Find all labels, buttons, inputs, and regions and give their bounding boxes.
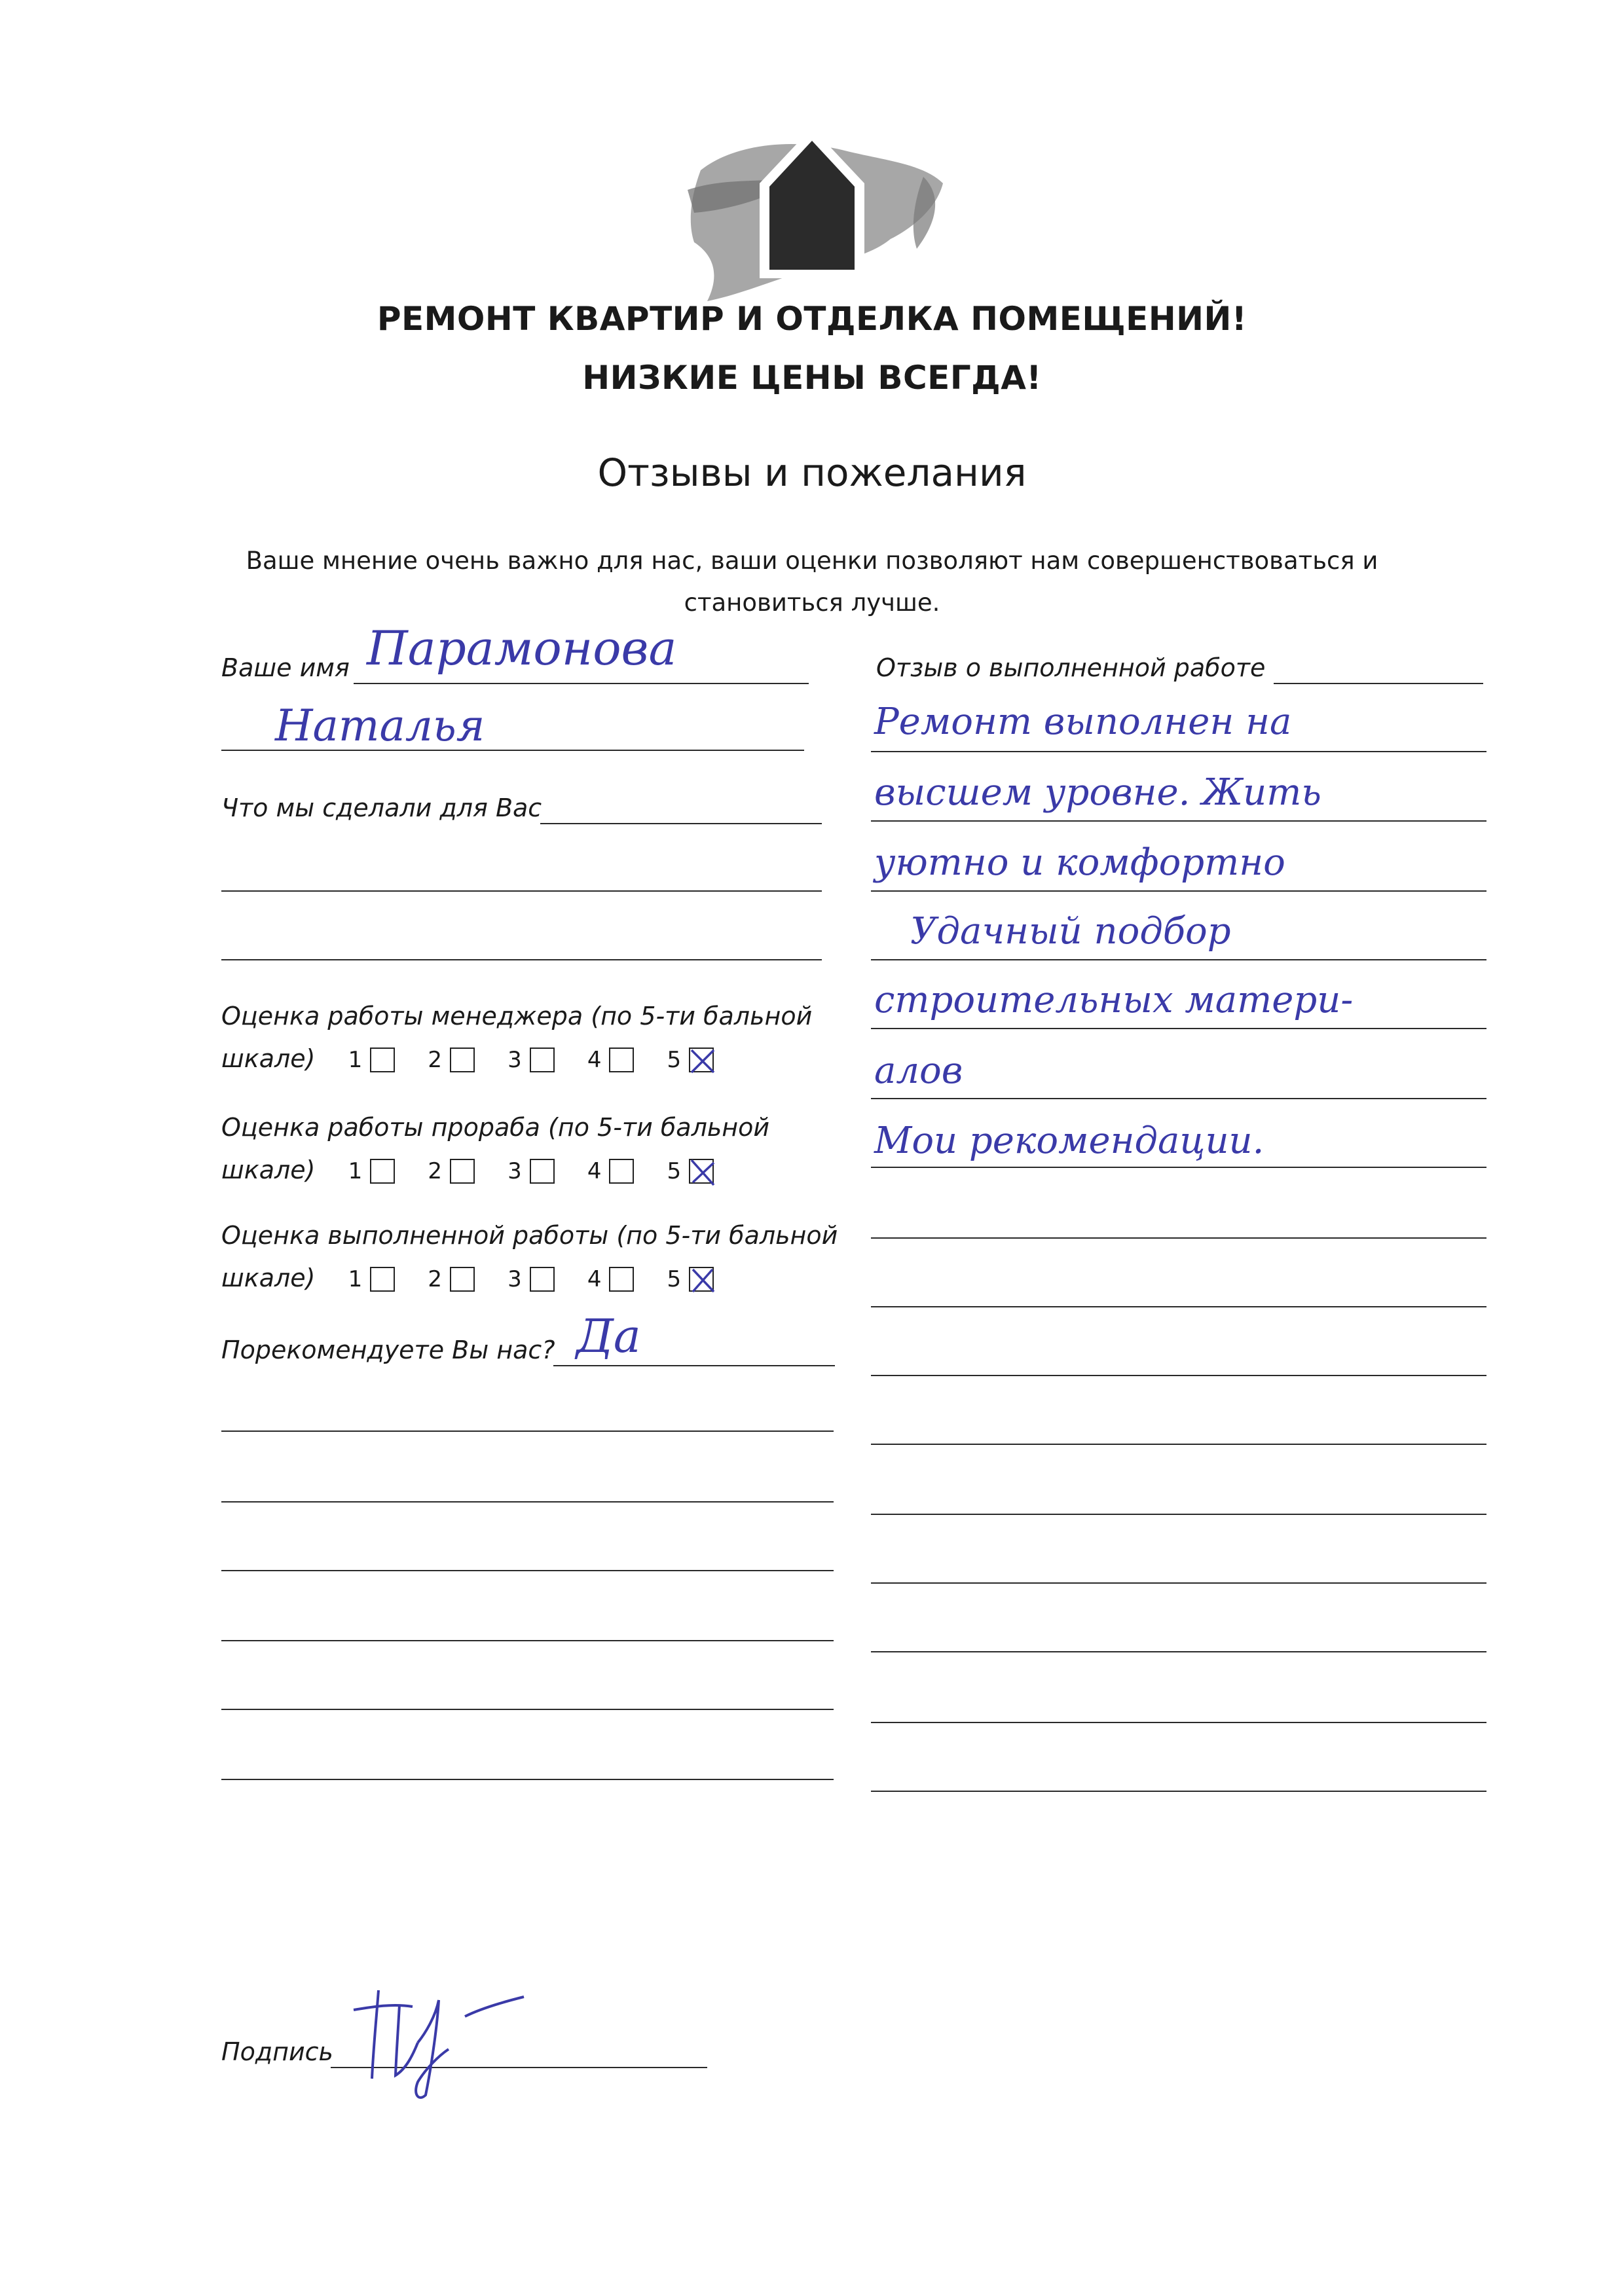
done-field-line-3[interactable] xyxy=(221,959,822,960)
manager-scale-label: шкале) xyxy=(221,1044,316,1073)
name-value-line-2: Наталья xyxy=(275,701,485,751)
name-value-line-1: Парамонова xyxy=(367,621,677,676)
done-field-line[interactable] xyxy=(540,823,822,824)
work-rating-row xyxy=(221,1264,714,1292)
work-checkbox-5-checked[interactable] xyxy=(689,1267,714,1292)
manager-checkbox-4[interactable] xyxy=(609,1048,634,1072)
done-label: Что мы сделали для Вас xyxy=(221,793,542,822)
review-line-1[interactable] xyxy=(871,751,1486,752)
intro-text xyxy=(0,540,1624,624)
option-3-label: 3 xyxy=(507,1047,522,1073)
comment-line-3[interactable] xyxy=(221,1570,834,1571)
work-checkbox-2[interactable] xyxy=(450,1267,475,1292)
foreman-rating-label: Оценка работы прораба (по 5-ти бальной xyxy=(221,1113,770,1142)
name-field-line[interactable] xyxy=(354,683,809,684)
option-3-label: 3 xyxy=(507,1158,522,1184)
option-4-label: 4 xyxy=(587,1047,602,1073)
review-field-line[interactable] xyxy=(1274,683,1483,684)
option-2-label: 2 xyxy=(428,1266,442,1292)
intro-line-1: Ваше мнение очень важно для нас, ваши оценки позволяют нам совершенствоваться и xyxy=(246,547,1378,575)
option-5-label: 5 xyxy=(667,1266,682,1292)
name-label: Ваше имя xyxy=(221,653,350,682)
work-scale-label: шкале) xyxy=(221,1264,316,1292)
review-text-7: Мои рекомендации. xyxy=(874,1120,1264,1162)
option-2-label: 2 xyxy=(428,1047,442,1073)
signature-label: Подпись xyxy=(221,2037,333,2066)
foreman-checkbox-4[interactable] xyxy=(609,1159,634,1184)
page-title: Отзывы и пожелания xyxy=(597,450,1027,495)
option-1-label: 1 xyxy=(348,1047,363,1073)
review-line-4[interactable] xyxy=(871,959,1486,960)
work-checkbox-3[interactable] xyxy=(530,1267,555,1292)
foreman-checkbox-5-checked[interactable] xyxy=(689,1159,714,1184)
company-logo xyxy=(674,98,950,314)
option-1-label: 1 xyxy=(348,1158,363,1184)
review-text-2: высшем уровне. Жить xyxy=(874,771,1321,814)
foreman-rating-row xyxy=(221,1156,714,1184)
review-line-11[interactable] xyxy=(871,1444,1486,1445)
work-rating-label: Оценка выполненной работы (по 5-ти бальной xyxy=(221,1221,838,1250)
manager-rating-row xyxy=(221,1044,714,1073)
foreman-checkbox-1[interactable] xyxy=(370,1159,395,1184)
done-field-line-2[interactable] xyxy=(221,890,822,892)
comment-line-2[interactable] xyxy=(221,1501,834,1503)
handwritten-signature xyxy=(341,1971,537,2108)
review-text-6: алов xyxy=(874,1049,963,1092)
foreman-checkbox-2[interactable] xyxy=(450,1159,475,1184)
review-line-2[interactable] xyxy=(871,820,1486,822)
option-2-label: 2 xyxy=(428,1158,442,1184)
review-line-9[interactable] xyxy=(871,1306,1486,1307)
review-line-7[interactable] xyxy=(871,1167,1486,1168)
comment-line-4[interactable] xyxy=(221,1640,834,1641)
option-1-label: 1 xyxy=(348,1266,363,1292)
review-line-5[interactable] xyxy=(871,1028,1486,1029)
option-5-label: 5 xyxy=(667,1047,682,1073)
manager-checkbox-1[interactable] xyxy=(370,1048,395,1072)
review-line-6[interactable] xyxy=(871,1098,1486,1099)
review-line-3[interactable] xyxy=(871,890,1486,892)
manager-checkbox-3[interactable] xyxy=(530,1048,555,1072)
manager-checkbox-2[interactable] xyxy=(450,1048,475,1072)
review-line-15[interactable] xyxy=(871,1722,1486,1723)
intro-line-2: становиться лучше. xyxy=(684,589,940,617)
foreman-checkbox-3[interactable] xyxy=(530,1159,555,1184)
foreman-scale-label: шкале) xyxy=(221,1156,316,1184)
review-line-10[interactable] xyxy=(871,1375,1486,1376)
option-3-label: 3 xyxy=(507,1266,522,1292)
review-label: Отзыв о выполненной работе xyxy=(876,653,1266,682)
review-text-1: Ремонт выполнен на xyxy=(874,701,1292,743)
manager-checkbox-5-checked[interactable] xyxy=(689,1048,714,1072)
comment-line-5[interactable] xyxy=(221,1709,834,1710)
manager-rating-label: Оценка работы менеджера (по 5-ти бальной xyxy=(221,1002,813,1030)
recommend-value: Да xyxy=(576,1309,641,1363)
review-text-4: Удачный подбор xyxy=(910,910,1231,953)
review-text-5: строительных матери- xyxy=(874,979,1354,1021)
comment-line-1[interactable] xyxy=(221,1430,834,1432)
headline-line-2: НИЗКИЕ ЦЕНЫ ВСЕГДА! xyxy=(582,359,1042,397)
option-4-label: 4 xyxy=(587,1266,602,1292)
work-checkbox-4[interactable] xyxy=(609,1267,634,1292)
review-line-12[interactable] xyxy=(871,1514,1486,1515)
comment-line-6[interactable] xyxy=(221,1779,834,1780)
review-line-16[interactable] xyxy=(871,1791,1486,1792)
review-line-8[interactable] xyxy=(871,1237,1486,1239)
recommend-field-line[interactable] xyxy=(553,1365,835,1366)
work-checkbox-1[interactable] xyxy=(370,1267,395,1292)
review-line-14[interactable] xyxy=(871,1651,1486,1652)
option-5-label: 5 xyxy=(667,1158,682,1184)
option-4-label: 4 xyxy=(587,1158,602,1184)
recommend-label: Порекомендуете Вы нас? xyxy=(221,1336,555,1364)
review-text-3: уютно и комфортно xyxy=(874,841,1285,884)
headline-line-1: РЕМОНТ КВАРТИР И ОТДЕЛКА ПОМЕЩЕНИЙ! xyxy=(377,300,1247,338)
review-line-13[interactable] xyxy=(871,1582,1486,1584)
